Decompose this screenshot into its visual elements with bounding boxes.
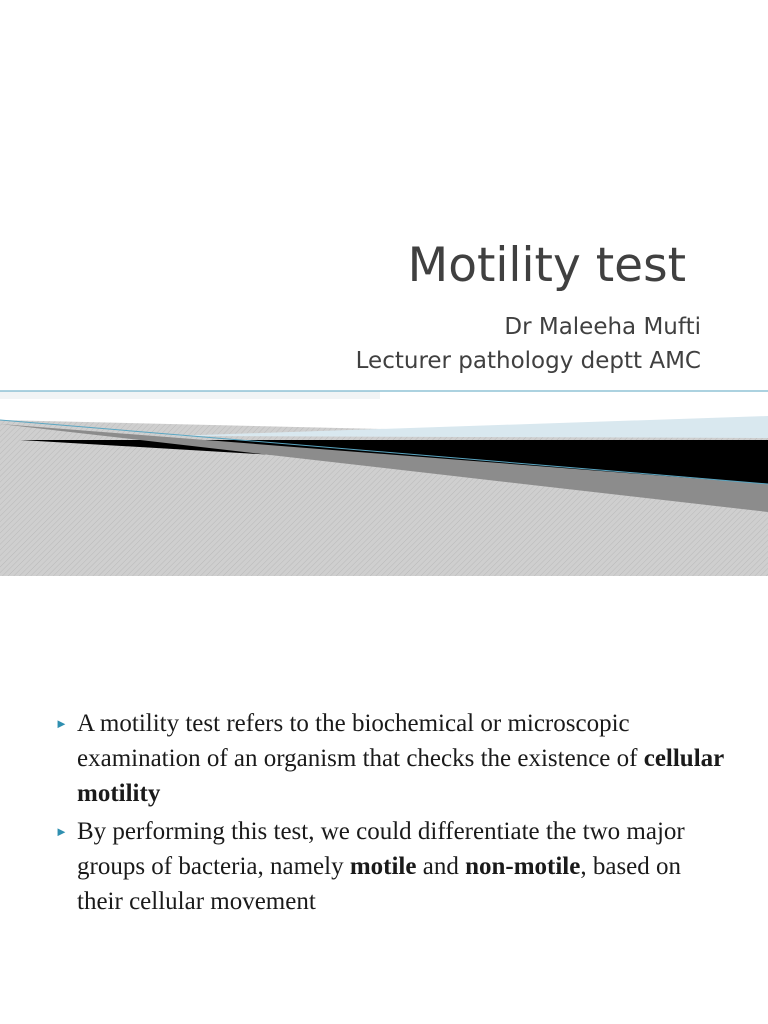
decorative-band bbox=[0, 380, 768, 576]
bullet-text-emphasis: motile bbox=[349, 853, 417, 880]
bullet-text-part: By performing this test, we could differentiate the two major groups of bacteria, namely bbox=[77, 818, 685, 880]
author-affiliation: Lecturer pathology deptt AMC bbox=[355, 348, 701, 374]
band-fade-strip bbox=[0, 391, 380, 399]
content-slide bbox=[0, 576, 768, 1024]
bullet-text-emphasis: non-motile bbox=[465, 853, 581, 880]
bullet-list bbox=[52, 706, 732, 922]
bullet-item bbox=[52, 706, 732, 811]
bullet-item bbox=[52, 814, 732, 919]
triangle-bullet-icon: ► bbox=[55, 716, 68, 731]
bullet-text-emphasis: cellular motility bbox=[77, 745, 724, 807]
bullet-text-part: and bbox=[416, 853, 466, 880]
bullet-text-part: , based on their cellular movement bbox=[77, 853, 682, 915]
band-white-strip bbox=[0, 380, 768, 391]
triangle-bullet-icon: ► bbox=[55, 824, 68, 839]
author-name: Dr Maleeha Mufti bbox=[504, 314, 701, 340]
bullet-text-part: A motility test refers to the biochemical or microscopic examination of an organism that checks the existence of bbox=[77, 710, 644, 772]
slide-subtitle bbox=[356, 310, 701, 378]
slide-title: Motility test bbox=[407, 238, 686, 293]
